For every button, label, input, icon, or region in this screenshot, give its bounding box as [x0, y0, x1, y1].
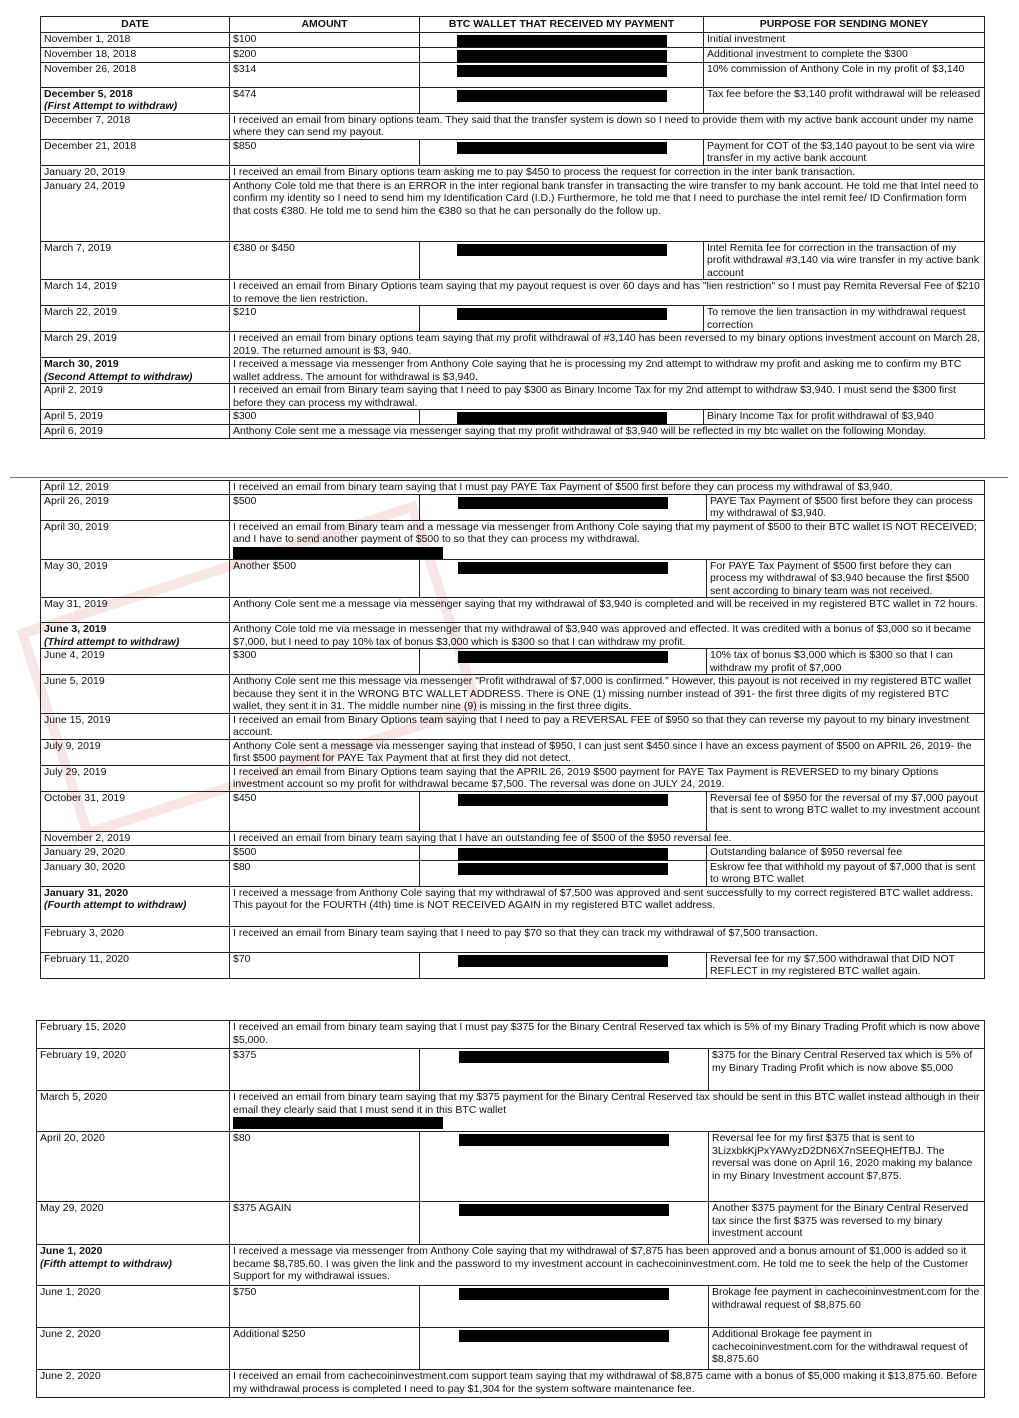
- amount-cell: $100: [230, 32, 420, 47]
- date-cell: [41, 358, 230, 384]
- date-text: October 31, 2019: [44, 791, 126, 804]
- date-cell: [41, 845, 230, 860]
- purpose-cell: Brokage fee payment in cachecoininvestment.com for the withdrawal request of $8,875.60: [709, 1286, 985, 1328]
- message-cell: [230, 358, 985, 384]
- wallet-cell: [420, 559, 707, 598]
- date-text: May 29, 2020: [40, 1202, 104, 1214]
- date-cell: [41, 332, 230, 358]
- date-text: May 30, 2019: [44, 559, 108, 572]
- table-row: [41, 358, 985, 384]
- redacted-wallet: [458, 955, 668, 967]
- amount-cell: $850: [230, 139, 420, 165]
- message-text: Anthony Cole sent me this message via messenger "Profit withdrawal of $7,000 is confirmed." However, this payout is not received in my registered BTC wallet because they sent it in the WRONG BTC WALLET ADDRESS. There is ONE (1) missing number instead of 391- the first three digits of my registered BTC wallet, they sent it in 31. The middle number nine (9) is missing in the first three digits.: [233, 675, 972, 712]
- message-text: I received an email from Binary options team asking me to pay $450 to process the request for correction in the inter bank transaction.: [233, 165, 856, 178]
- message-cell: [230, 384, 985, 410]
- table-row: [41, 410, 985, 425]
- date-text: January 30, 2020: [44, 860, 126, 873]
- purpose-cell: Additional Brokage fee payment in cachecoininvestment.com for the withdrawal request of $8,875.60: [709, 1328, 985, 1370]
- date-cell: [41, 280, 230, 306]
- date-text: March 22, 2019: [44, 306, 117, 318]
- message-text: I received an email from cachecoininvestment.com support team saying that my withdrawal of $8,875 came with a bonus of $5,000 making it $13,875.60. Before my withdrawal process is completed I need to pay $1,304 for the system software maintenance fee.: [233, 1370, 978, 1395]
- date-cell: [41, 179, 230, 241]
- date-text: June 15, 2019: [44, 713, 111, 726]
- message-text: Anthony Cole sent me a message via messenger saying that my profit withdrawal of $3,940 will be reflected in my btc wallet on the following Monday.: [233, 425, 927, 437]
- date-cell: [41, 47, 230, 62]
- date-cell: [41, 241, 230, 280]
- redacted-wallet: [233, 1117, 443, 1129]
- date-cell: [41, 494, 230, 520]
- message-cell: [230, 1370, 985, 1398]
- date-text: April 30, 2019: [44, 520, 109, 533]
- date-text: June 2, 2020: [40, 1370, 101, 1382]
- amount-cell: $300: [230, 410, 420, 425]
- redacted-wallet: [459, 1051, 669, 1063]
- message-text: Anthony Cole sent me a message via messenger saying that my withdrawal of $3,940 is completed and will be received in my registered BTC wallet in 72 hours.: [233, 598, 978, 610]
- table-row: [41, 623, 985, 649]
- redacted-wallet: [459, 1288, 669, 1300]
- amount-cell: $500: [230, 494, 420, 520]
- table-row: [41, 62, 985, 87]
- table-row: [37, 1328, 985, 1370]
- message-text: I received a message from Anthony Cole saying that my withdrawal of $7,500 was approved and sent successfully to my correct registered BTC wallet address. This payout for the FOURTH (4th) time is NOT RECEIVED AGAIN in my registered BTC wallet address.: [233, 886, 974, 911]
- purpose-cell: PAYE Tax Payment of $500 first before they can process my withdrawal of $3,940.: [707, 494, 985, 520]
- purpose-cell: Initial investment: [704, 32, 985, 47]
- date-text: March 14, 2019: [44, 280, 117, 292]
- header-purpose: PURPOSE FOR SENDING MONEY: [704, 17, 985, 33]
- table-row: [41, 791, 985, 831]
- date-cell: [41, 739, 230, 765]
- date-text: December 7, 2018: [44, 113, 131, 126]
- amount-cell: $314: [230, 62, 420, 87]
- message-cell: [230, 1245, 985, 1286]
- table-row: [41, 831, 985, 845]
- date-text: April 5, 2019: [44, 410, 103, 422]
- purpose-cell: Reversal fee for my first $375 that is sent to 3LizxbkKjPxYAWyzD2DN6X7nSEEQHEfTBJ. The reversal was done on April 16, 2020 making my balance in my Binary Investment account $7,875.: [709, 1132, 985, 1202]
- table-row: [37, 1202, 985, 1245]
- date-text: January 29, 2020: [44, 845, 126, 858]
- message-cell: [230, 280, 985, 306]
- wallet-cell: [420, 47, 704, 62]
- wallet-cell: [420, 32, 704, 47]
- wallet-cell: [420, 494, 707, 520]
- purpose-cell: Reversal fee of $950 for the reversal of my $7,000 payout that is sent to wrong BTC wallet to my investment account: [707, 791, 985, 831]
- purpose-cell: Binary Income Tax for profit withdrawal of $3,940: [704, 410, 985, 425]
- date-cell: [41, 765, 230, 791]
- redacted-wallet: [457, 35, 667, 47]
- date-cell: [41, 649, 230, 675]
- message-cell: [230, 886, 985, 926]
- redacted-wallet: [457, 308, 667, 320]
- date-cell: [41, 32, 230, 47]
- wallet-cell: [420, 306, 704, 332]
- table-row: [41, 765, 985, 791]
- wallet-cell: [420, 845, 707, 860]
- purpose-cell: Additional investment to complete the $300: [704, 47, 985, 62]
- table-row: [41, 494, 985, 520]
- date-text: June 1, 2020: [40, 1245, 103, 1257]
- date-text: June 1, 2020: [40, 1286, 101, 1298]
- message-text: I received an email from binary team saying that I must pay PAYE Tax Payment of $500 first before they can process my withdrawal of $3,940.: [233, 481, 893, 493]
- date-cell: [37, 1245, 230, 1286]
- message-cell: [230, 165, 985, 179]
- purpose-cell: Reversal fee for my $7,500 withdrawal that DID NOT REFLECT in my registered BTC wallet again.: [707, 952, 985, 978]
- redacted-wallet: [457, 65, 667, 77]
- payment-table-section-1: [40, 16, 985, 439]
- table-row: [41, 860, 985, 886]
- table-row: [41, 384, 985, 410]
- date-text: June 4, 2019: [44, 649, 105, 661]
- wallet-cell: [420, 1328, 709, 1370]
- date-cell: [41, 675, 230, 714]
- purpose-cell: Another $375 payment for the Binary Central Reserved tax since the first $375 was reversed to my binary investment account: [709, 1202, 985, 1245]
- attempt-note: (Second Attempt to withdraw): [44, 370, 193, 383]
- wallet-cell: [420, 952, 707, 978]
- amount-cell: $450: [230, 791, 420, 831]
- table-row: [41, 113, 985, 139]
- table-row: [41, 598, 985, 623]
- table-header-row: [41, 17, 985, 33]
- date-text: May 31, 2019: [44, 598, 108, 610]
- message-text: I received a message via messenger from Anthony Cole saying that he is processing my 2nd attempt to withdraw my profit and asking me to confirm my BTC wallet address. The amount for withdrawal is $3,940.: [233, 358, 962, 383]
- message-cell: [230, 623, 985, 649]
- amount-cell: $375: [230, 1049, 420, 1091]
- table-row: [41, 481, 985, 495]
- table-row: [41, 425, 985, 439]
- purpose-cell: For PAYE Tax Payment of $500 first before they can process my withdrawal of $3,940 because the first $500 sent according to binary team was not received.: [707, 559, 985, 598]
- wallet-cell: [420, 62, 704, 87]
- date-text: November 18, 2018: [44, 47, 137, 60]
- wallet-cell: [420, 649, 707, 675]
- message-cell: [230, 926, 985, 952]
- amount-cell: $80: [230, 1132, 420, 1202]
- redacted-wallet: [458, 562, 668, 574]
- date-text: June 2, 2020: [40, 1328, 101, 1340]
- date-cell: [41, 520, 230, 559]
- message-cell: [230, 332, 985, 358]
- redacted-wallet: [458, 848, 668, 860]
- date-cell: [41, 926, 230, 952]
- message-text: I received an email from Binary Options team saying that the APRIL 26, 2019 $500 payment for PAYE Tax Payment is REVERSED to my binary Options investment account so my profit for withdrawal became $7,500. The reversal was done on JULY 24, 2019.: [233, 765, 939, 790]
- redacted-wallet: [458, 863, 668, 875]
- date-cell: [41, 306, 230, 332]
- purpose-cell: Intel Remita fee for correction in the transaction of my profit withdrawal #3,140 via wire transfer in my active bank account: [704, 241, 985, 280]
- amount-cell: $70: [230, 952, 420, 978]
- message-text: I received an email from binary options team saying that my profit withdrawal of #3,140 has been reversed to my binary options investment account on March 28, 2019. The returned amount is $3, 940.: [233, 332, 981, 357]
- table-row: [37, 1021, 985, 1049]
- amount-cell: $80: [230, 860, 420, 886]
- date-cell: [41, 425, 230, 439]
- message-cell: [230, 713, 985, 739]
- date-text: June 3, 2019: [44, 623, 107, 635]
- amount-cell: $300: [230, 649, 420, 675]
- table-row: [41, 332, 985, 358]
- message-text: I received a message via messenger from Anthony Cole saying that my withdrawal of $7,875 has been approved and a bonus amount of $1,000 is added so it became $8,785.60. I was given the link and the password to my investment account in cachecoininvestment.com. He told me to seek the help of the Customer Support for my withdrawal issues.: [233, 1245, 969, 1282]
- table-row: [37, 1132, 985, 1202]
- table-row: [41, 87, 985, 113]
- date-text: February 3, 2020: [44, 926, 124, 939]
- date-cell: [41, 559, 230, 598]
- redacted-wallet: [457, 90, 667, 102]
- date-text: November 2, 2019: [44, 831, 131, 844]
- date-text: June 5, 2019: [44, 675, 105, 687]
- amount-cell: $500: [230, 845, 420, 860]
- date-cell: [41, 952, 230, 978]
- purpose-cell: $375 for the Binary Central Reserved tax which is 5% of my Binary Trading Profit which is now above $5,000: [709, 1049, 985, 1091]
- message-text: Anthony Cole sent a message via messenger saying that instead of $950, I can just sent $450 since I have an excess payment of $500 on APRIL 26, 2019- the first $500 payment for PAYE Tax Payment that at first they did not detect.: [233, 739, 972, 764]
- redacted-wallet: [459, 1134, 669, 1146]
- message-cell: [230, 739, 985, 765]
- date-text: April 2, 2019: [44, 384, 103, 396]
- amount-cell: $474: [230, 87, 420, 113]
- date-text: November 1, 2018: [44, 32, 131, 45]
- date-text: April 20, 2020: [40, 1132, 105, 1144]
- purpose-cell: 10% commission of Anthony Cole in my profit of $3,140: [704, 62, 985, 87]
- amount-cell: Another $500: [230, 559, 420, 598]
- attempt-note: (Fourth attempt to withdraw): [44, 899, 187, 911]
- date-cell: [41, 384, 230, 410]
- message-cell: [230, 1091, 985, 1132]
- message-text: Anthony Cole told me that there is an ERROR in the inter regional bank transfer in transacting the wire transfer to my bank account. He told me that Intel need to confirm my identity so I need to send him my Identification Card (I.D.) Furthermore, he told me that I need to purchase the intel remit fee/ ID Confirmation form that costs €380. He told me to send him the €380 so that he can personally do the follow up.: [233, 179, 979, 217]
- date-text: December 5, 2018: [44, 87, 133, 100]
- attempt-note: (Third attempt to withdraw): [44, 635, 180, 648]
- date-cell: [41, 410, 230, 425]
- message-cell: [230, 179, 985, 241]
- purpose-cell: Eskrow fee that withhold my payout of $7,000 that is sent to wrong BTC wallet: [707, 860, 985, 886]
- message-cell: [230, 113, 985, 139]
- date-text: April 26, 2019: [44, 494, 109, 507]
- message-text: I received an email from binary team saying that my $375 payment for the Binary Central Reserved tax should be sent in this BTC wallet instead although in their email they clearly said that I must send it in this BTC wallet: [233, 1091, 980, 1116]
- wallet-cell: [420, 791, 707, 831]
- redacted-wallet: [458, 794, 668, 806]
- table-row: [41, 179, 985, 241]
- date-text: July 9, 2019: [44, 739, 101, 752]
- date-cell: [37, 1370, 230, 1398]
- message-text: I received an email from binary team saying that I have an outstanding fee of $500 of the $950 reversal fee.: [233, 831, 732, 844]
- message-text: I received an email from Binary team saying that I need to pay $300 as Binary Income Tax for my 2nd attempt to withdraw $3,940. I must send the $300 first before they can process my withdrawal.: [233, 384, 956, 409]
- amount-cell: $210: [230, 306, 420, 332]
- amount-cell: $750: [230, 1286, 420, 1328]
- amount-cell: €380 or $450: [230, 241, 420, 280]
- table-row: [41, 165, 985, 179]
- date-cell: [37, 1202, 230, 1245]
- date-text: January 20, 2019: [44, 165, 126, 178]
- date-cell: [41, 860, 230, 886]
- date-cell: [41, 481, 230, 495]
- message-text: I received an email from Binary team and a message via messenger from Anthony Cole saying that my payment of $500 to their BTC wallet IS NOT RECEIVED; and I have to send another payment of $500 to so that they can process my withdrawal.: [233, 520, 977, 545]
- redacted-wallet: [459, 1204, 669, 1216]
- date-cell: [37, 1091, 230, 1132]
- date-text: February 15, 2020: [40, 1021, 126, 1033]
- date-cell: [41, 113, 230, 139]
- message-cell: [230, 765, 985, 791]
- table-row: [41, 675, 985, 714]
- redacted-wallet: [459, 1330, 669, 1342]
- redacted-wallet: [233, 547, 443, 559]
- message-cell: [230, 520, 985, 559]
- redacted-wallet: [458, 497, 668, 509]
- message-text: I received an email from binary options team. They said that the transfer system is down so I need to provide them with my active bank account under my name where they can send my payout.: [233, 113, 974, 138]
- header-date: DATE: [41, 17, 230, 33]
- purpose-cell: Tax fee before the $3,140 profit withdrawal will be released: [704, 87, 985, 113]
- table-row: [41, 47, 985, 62]
- table-row: [41, 845, 985, 860]
- message-cell: [230, 831, 985, 845]
- date-cell: [37, 1132, 230, 1202]
- table-row: [41, 649, 985, 675]
- message-cell: [230, 675, 985, 714]
- wallet-cell: [420, 1286, 709, 1328]
- table-row: [41, 926, 985, 952]
- date-cell: [41, 791, 230, 831]
- redacted-wallet: [457, 412, 667, 424]
- date-cell: [41, 62, 230, 87]
- table-row: [37, 1286, 985, 1328]
- wallet-cell: [420, 1202, 709, 1245]
- table-row: [41, 713, 985, 739]
- table-row: [41, 306, 985, 332]
- date-cell: [41, 623, 230, 649]
- table-row: [41, 32, 985, 47]
- date-text: December 21, 2018: [44, 139, 137, 152]
- date-cell: [41, 598, 230, 623]
- message-cell: [230, 481, 985, 495]
- date-text: March 29, 2019: [44, 332, 117, 344]
- date-text: April 6, 2019: [44, 425, 103, 437]
- page-separator: [10, 477, 1008, 478]
- payment-table-section-2: [40, 480, 985, 979]
- redacted-wallet: [457, 50, 667, 62]
- table-row: [41, 886, 985, 926]
- table-row: [41, 241, 985, 280]
- amount-cell: $200: [230, 47, 420, 62]
- date-text: November 26, 2018: [44, 62, 137, 75]
- date-text: January 24, 2019: [44, 179, 126, 192]
- date-cell: [41, 139, 230, 165]
- wallet-cell: [420, 1132, 709, 1202]
- date-text: July 29, 2019: [44, 765, 107, 778]
- wallet-cell: [420, 410, 704, 425]
- wallet-cell: [420, 87, 704, 113]
- date-cell: [41, 713, 230, 739]
- table-row: [37, 1091, 985, 1132]
- table-row: [37, 1370, 985, 1398]
- message-text: I received an email from binary team saying that I must pay $375 for the Binary Central Reserved tax which is 5% of my Binary Trading Profit which is now above $5,000.: [233, 1021, 981, 1046]
- date-text: February 19, 2020: [40, 1049, 126, 1061]
- message-cell: [230, 1021, 985, 1049]
- redacted-wallet: [458, 651, 668, 663]
- date-text: April 12, 2019: [44, 481, 109, 493]
- purpose-cell: To remove the lien transaction in my withdrawal request correction: [704, 306, 985, 332]
- table-row: [37, 1049, 985, 1091]
- message-text: Anthony Cole told me via message in messenger that my withdrawal of $3,940 was approved and effected. It was credited with a bonus of $3,000 so it became $7,000, but I need to pay 10% tax of bonus $3,000 which is $300 so that I can withdraw my profit.: [233, 623, 972, 648]
- amount-cell: Additional $250: [230, 1328, 420, 1370]
- table-row: [37, 1245, 985, 1286]
- purpose-cell: Outstanding balance of $950 reversal fee: [707, 845, 985, 860]
- header-wallet: BTC WALLET THAT RECEIVED MY PAYMENT: [420, 17, 704, 33]
- attempt-note: (Fifth attempt to withdraw): [40, 1257, 172, 1270]
- redacted-wallet: [457, 142, 667, 154]
- table-row: [41, 280, 985, 306]
- table-row: [41, 559, 985, 598]
- date-cell: [41, 165, 230, 179]
- date-text: March 5, 2020: [40, 1091, 108, 1103]
- message-text: I received an email from Binary Options team saying that my payout request is over 60 days and has "lien restriction" so I must pay Remita Reversal Fee of $210 to remove the lien restriction.: [233, 280, 980, 305]
- payment-table-section-3: [36, 1020, 985, 1398]
- wallet-cell: [420, 241, 704, 280]
- message-cell: [230, 598, 985, 623]
- date-cell: [37, 1021, 230, 1049]
- message-text: I received an email from Binary team saying that I need to pay $70 so that they can track my withdrawal of $7,500 transaction.: [233, 926, 818, 939]
- date-cell: [41, 886, 230, 926]
- table-row: [41, 520, 985, 559]
- table-row: [41, 739, 985, 765]
- date-text: January 31, 2020: [44, 886, 129, 899]
- attempt-note: (First Attempt to withdraw): [44, 100, 178, 112]
- date-cell: [37, 1286, 230, 1328]
- date-text: March 7, 2019: [44, 241, 112, 254]
- message-cell: [230, 425, 985, 439]
- message-text: I received an email from Binary Options team saying that I need to pay a REVERSAL FEE of $950 so that they can reverse my payout to my binary investment account.: [233, 713, 970, 738]
- table-row: [41, 139, 985, 165]
- purpose-cell: 10% tax of bonus $3,000 which is $300 so that I can withdraw my profit of $7,000: [707, 649, 985, 675]
- purpose-cell: Payment for COT of the $3,140 payout to be sent via wire transfer in my active bank account: [704, 139, 985, 165]
- date-text: February 11, 2020: [44, 952, 130, 965]
- date-cell: [41, 87, 230, 113]
- amount-cell: $375 AGAIN: [230, 1202, 420, 1245]
- wallet-cell: [420, 860, 707, 886]
- date-cell: [37, 1328, 230, 1370]
- date-text: March 30, 2019: [44, 358, 119, 370]
- table-row: [41, 952, 985, 978]
- wallet-cell: [420, 1049, 709, 1091]
- header-amount: AMOUNT: [230, 17, 420, 33]
- date-cell: [37, 1049, 230, 1091]
- date-cell: [41, 831, 230, 845]
- redacted-wallet: [457, 244, 667, 256]
- wallet-cell: [420, 139, 704, 165]
